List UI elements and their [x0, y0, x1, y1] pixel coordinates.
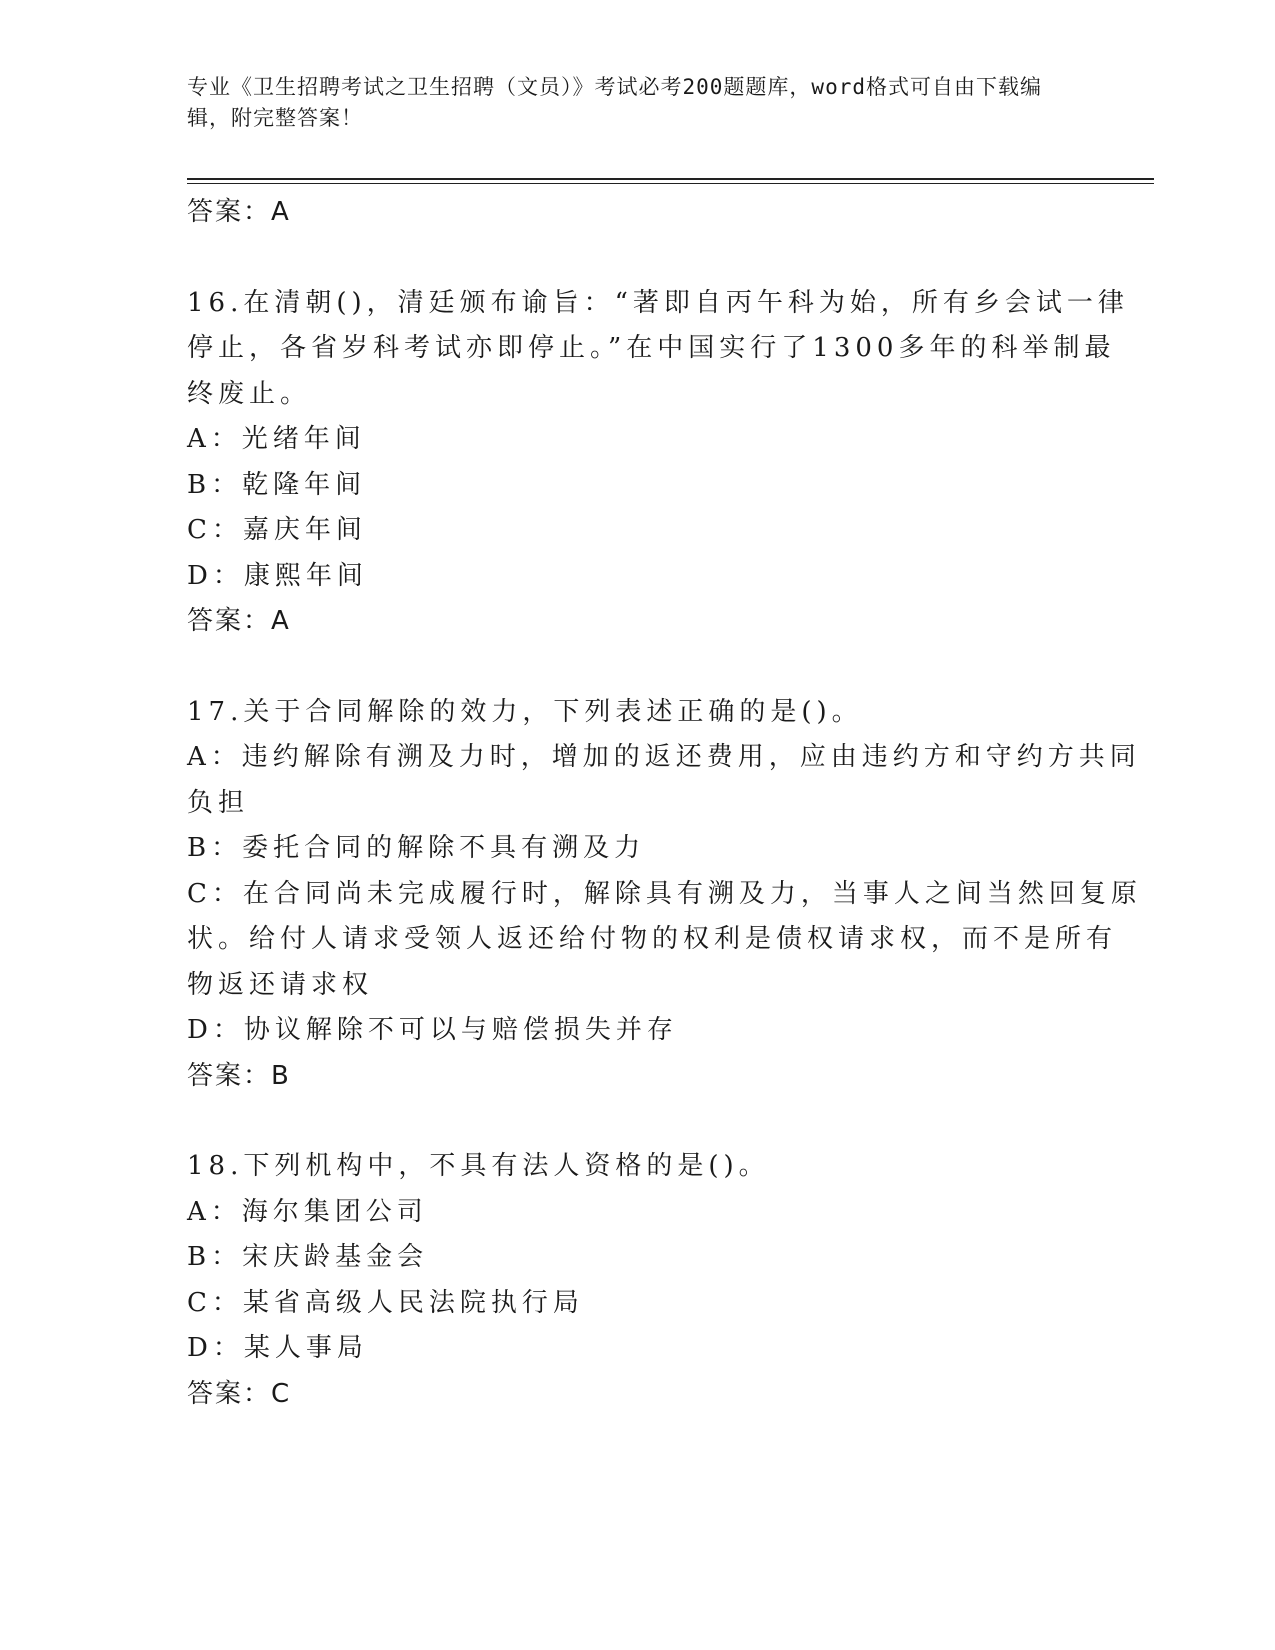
answer-line: 答案：A	[187, 606, 291, 636]
question-block	[187, 1144, 1077, 1417]
question-block	[187, 690, 1142, 1100]
option-c: C：在合同尚未完成履行时，解除具有溯及力，当事人之间当然回复原	[187, 878, 1142, 909]
option-c: C：嘉庆年间	[187, 515, 367, 545]
option-c-continuation: 状。给付人请求受领人返还给付物的权利是债权请求权，而不是所有	[187, 924, 1118, 954]
option-c: C：某省高级人民法院执行局	[187, 1287, 584, 1318]
document-body	[187, 190, 1142, 1417]
question-stem-line: 17.关于合同解除的效力，下列表述正确的是()。	[187, 696, 863, 727]
spacer	[187, 1099, 1077, 1144]
option-a: A：违约解除有溯及力时，增加的返还费用，应由违约方和守约方共同	[187, 742, 1141, 772]
option-d: D：康熙年间	[187, 560, 368, 591]
question-block	[187, 281, 1129, 645]
option-a: A：海尔集团公司	[187, 1196, 428, 1227]
option-c-continuation: 物返还请求权	[187, 969, 374, 1000]
option-b: B：委托合同的解除不具有溯及力	[187, 833, 646, 863]
question-stem-line: 停止，各省岁科考试亦即停止。”在中国实行了1300多年的科举制最	[187, 333, 1116, 363]
question-stem-line: 16.在清朝()，清廷颁布谕旨：“著即自丙午科为始，所有乡会试一律	[187, 287, 1129, 318]
option-a-continuation: 负担	[187, 787, 250, 818]
header-divider-thin	[187, 183, 1154, 184]
spacer	[187, 236, 1077, 281]
question-stem-line: 终废止。	[187, 378, 312, 409]
header-divider-thick	[187, 178, 1154, 180]
option-a: A：光绪年间	[187, 424, 366, 454]
option-d: D：某人事局	[187, 1333, 368, 1363]
answer-line: 答案：B	[187, 1060, 291, 1091]
option-b: B：乾隆年间	[187, 469, 367, 500]
document-header: 专业《卫生招聘考试之卫生招聘（文员）》考试必考200题题库，word格式可自由下载编辑，附完整答案！	[187, 75, 1042, 130]
question-stem-line: 18.下列机构中，不具有法人资格的是()。	[187, 1151, 770, 1181]
answer-line: 答案：A	[187, 197, 291, 227]
option-d: D：协议解除不可以与赔偿损失并存	[187, 1015, 678, 1045]
spacer	[187, 645, 1077, 690]
answer-line: 答案：C	[187, 1378, 292, 1409]
option-b: B：宋庆龄基金会	[187, 1242, 429, 1272]
